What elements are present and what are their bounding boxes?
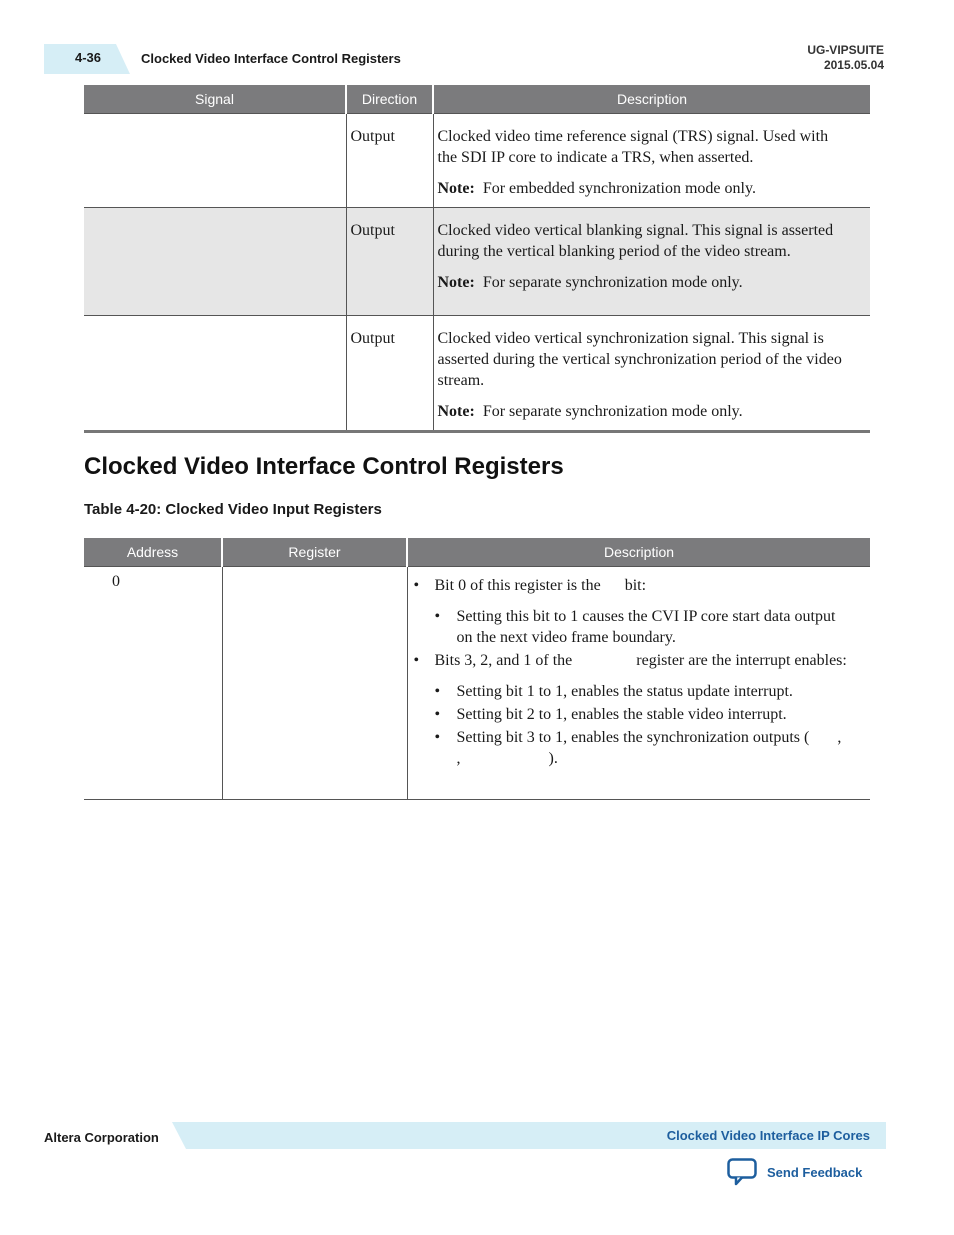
signal-cell <box>84 114 346 208</box>
company-name: Altera Corporation <box>44 1130 159 1145</box>
list-item: • Setting bit 3 to 1, enables the synchronization outputs ( , , ). <box>435 727 851 769</box>
table-row <box>84 567 870 800</box>
signals-table-header <box>84 85 870 114</box>
registers-table-header <box>84 538 870 567</box>
column-header-description: Description <box>407 538 870 567</box>
list-item <box>414 650 930 769</box>
note-label: Note: <box>437 403 475 420</box>
column-header-description: Description <box>433 85 870 114</box>
bullet-text: Bits 3, 2, and 1 of the register are the interrupt enables: <box>434 652 847 669</box>
description-text: Clocked video time reference signal (TRS) signal. Used with the SDI IP core to indicate a TRS, when asserted. <box>437 128 829 166</box>
table-caption: Table 4-20: Clocked Video Input Registers <box>84 501 382 518</box>
list-item: • Setting bit 2 to 1, enables the stable video interrupt. <box>435 704 851 725</box>
note-text: For separate synchronization mode only. <box>482 403 743 420</box>
note <box>438 272 845 293</box>
sub-bullet-list <box>435 606 851 648</box>
bullet-text: Bit 0 of this register is the bit: <box>434 577 647 594</box>
running-title: Clocked Video Interface Control Registers <box>141 51 401 66</box>
page-number: 4-36 <box>75 50 102 65</box>
description-text: Clocked video vertical blanking signal. This signal is asserted during the vertical blanking period of the video stream. <box>437 222 834 260</box>
document-id-code: UG-VIPSUITE <box>807 43 884 57</box>
description-text: Clocked video vertical synchronization signal. This signal is asserted during the vertical synchronization period of the video stream. <box>437 330 842 389</box>
signals-table <box>84 85 870 433</box>
note-text: For embedded synchronization mode only. <box>482 180 756 197</box>
section-heading: Clocked Video Interface Control Registers <box>84 453 564 480</box>
list-item <box>414 575 851 648</box>
description-cell <box>433 114 870 208</box>
direction-cell: Output <box>346 114 433 208</box>
column-header-register: Register <box>222 538 407 567</box>
list-item: • Setting bit 1 to 1, enables the status update interrupt. <box>435 681 851 702</box>
send-feedback-link[interactable] <box>727 1158 862 1186</box>
bullet-list <box>414 575 930 769</box>
document-date: 2015.05.04 <box>823 58 884 72</box>
column-header-address: Address <box>84 538 222 567</box>
speech-bubble-icon <box>727 1158 757 1186</box>
description-cell <box>433 316 870 432</box>
list-item: • Setting this bit to 1 causes the CVI IP core start data output on the next video frame boundary. <box>435 606 851 648</box>
note <box>438 178 845 199</box>
address-cell: 0 <box>84 567 222 800</box>
direction-cell: Output <box>346 316 433 432</box>
table-row <box>84 316 870 432</box>
sub-bullet-list <box>435 681 930 769</box>
footer-doc-title-link[interactable]: Clocked Video Interface IP Cores <box>666 1128 870 1143</box>
register-cell <box>222 567 407 800</box>
note-text: For separate synchronization mode only. <box>482 274 743 291</box>
document-id <box>807 43 884 73</box>
direction-cell: Output <box>346 208 433 316</box>
note-label: Note: <box>437 274 475 291</box>
registers-table <box>84 538 930 800</box>
note <box>438 401 845 422</box>
description-cell <box>433 208 870 316</box>
table-row <box>84 114 870 208</box>
column-header-signal: Signal <box>84 85 346 114</box>
send-feedback-label: Send Feedback <box>767 1164 863 1180</box>
column-header-direction: Direction <box>346 85 433 114</box>
table-row <box>84 208 870 316</box>
signal-cell <box>84 208 346 316</box>
note-label: Note: <box>437 180 475 197</box>
description-cell <box>407 567 930 800</box>
signal-cell <box>84 316 346 432</box>
